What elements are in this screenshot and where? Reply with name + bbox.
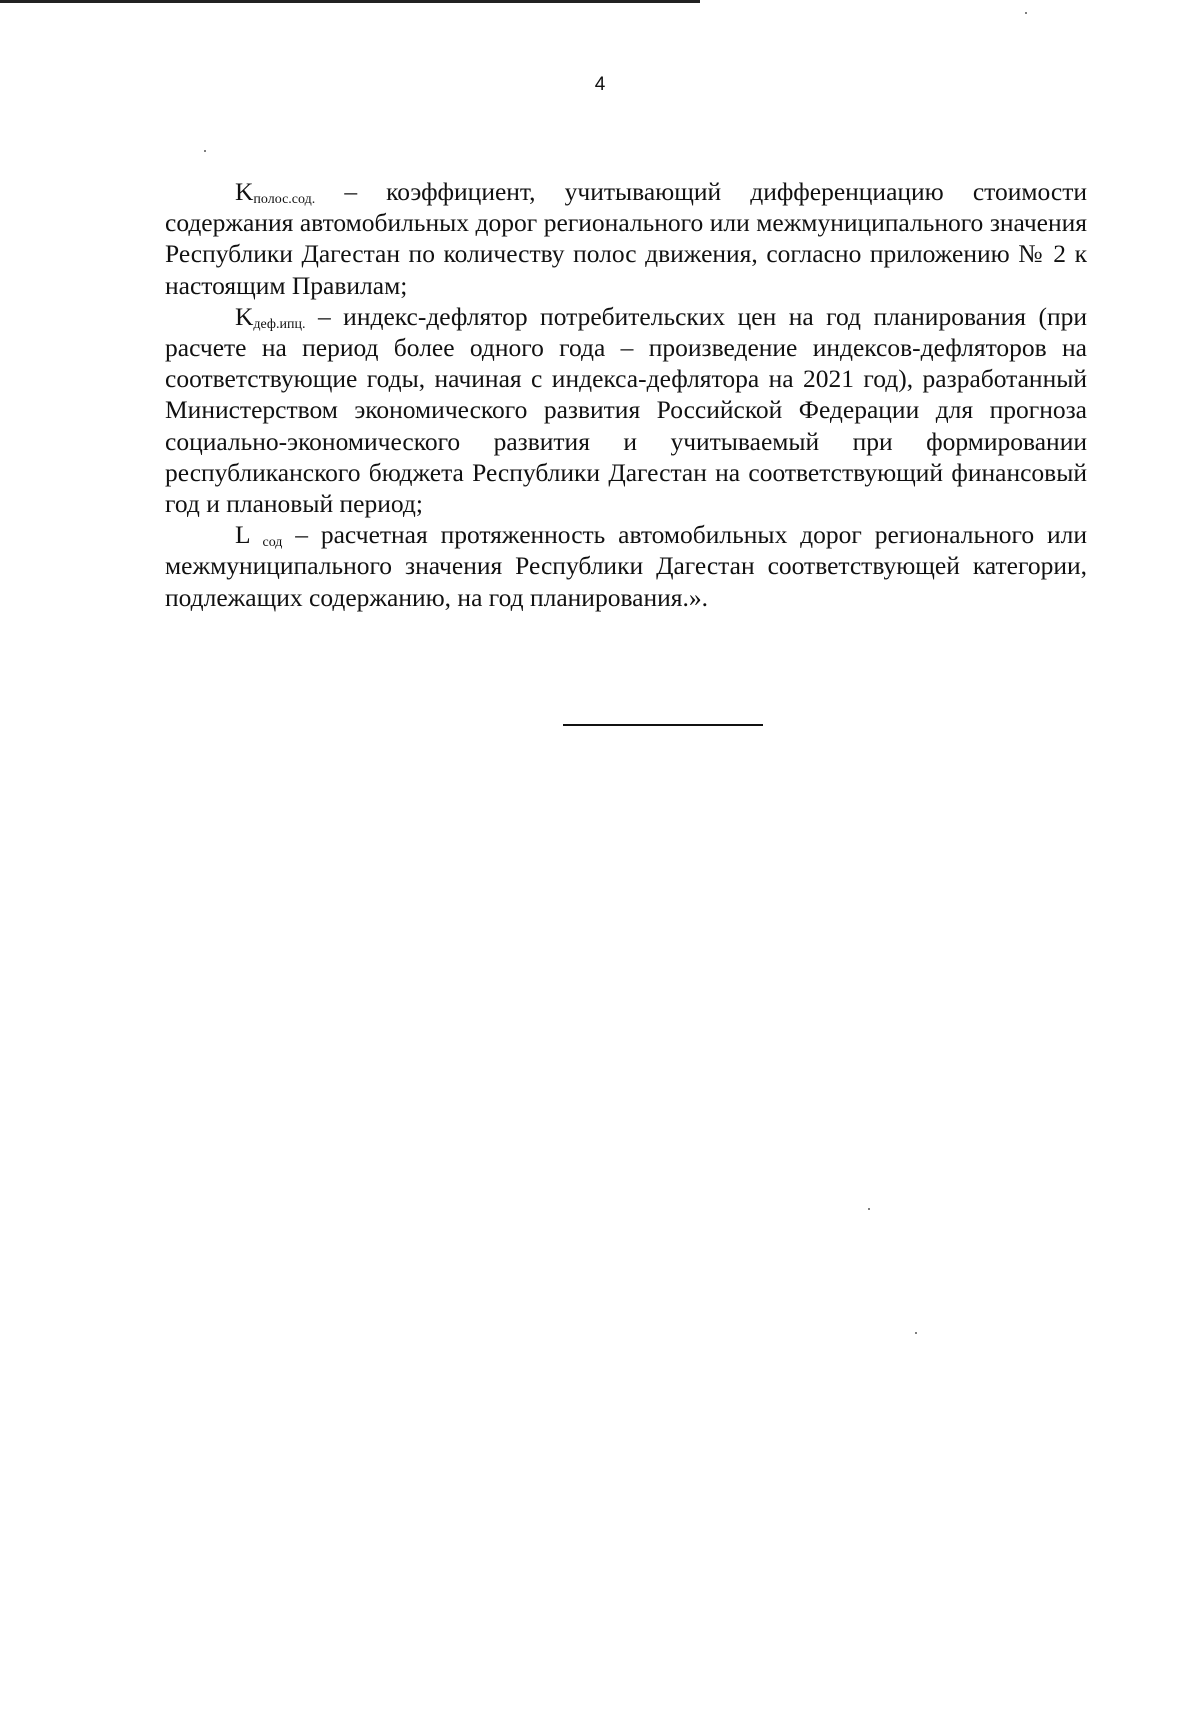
scan-speck — [915, 1332, 917, 1334]
formula-subscript: сод — [262, 535, 283, 551]
definition-paragraph — [165, 176, 1087, 301]
formula-subscript: деф.ипц. — [253, 316, 306, 332]
closing-rule — [563, 724, 763, 726]
formula-symbol: L — [235, 520, 263, 550]
formula-symbol: K — [235, 177, 254, 206]
scan-speck — [204, 150, 206, 152]
formula-subscript: полос.сод. — [253, 192, 316, 207]
definition-text: – расчетная протяженность автомобильных дорог регионального или межмуниципального значения Республики Дагестан соответствующей категории, подлежащих содержанию, на год планирования.». — [165, 520, 1087, 612]
definition-paragraph — [165, 301, 1087, 519]
document-body — [165, 176, 1087, 613]
scan-edge-line — [0, 0, 700, 3]
scan-speck — [868, 1208, 870, 1210]
definition-paragraph — [165, 519, 1087, 613]
definition-text: – индекс-дефлятор потребительских цен на год планирования (при расчете на период более одного года – произведение индексов-дефляторов на соответствующие годы, начиная с индекса-дефлятора на 2021 год), разработанный Министерством экономического развития Российской Федерации для прогноза социально-экономического развития и учитываемый при формировании республиканского бюджета Республики Дагестан на соответствующий финансовый год и плановый период; — [165, 301, 1087, 519]
definition-text: – коэффициент, учитывающий дифференциацию стоимости содержания автомобильных дорог регионального или межмуниципального значения Республики Дагестан по количеству полос движения, согласно приложению № 2 к настоящим Правилам; — [165, 177, 1087, 300]
page-number: 4 — [594, 74, 606, 95]
formula-symbol: K — [235, 301, 254, 331]
scan-speck — [1025, 12, 1027, 14]
